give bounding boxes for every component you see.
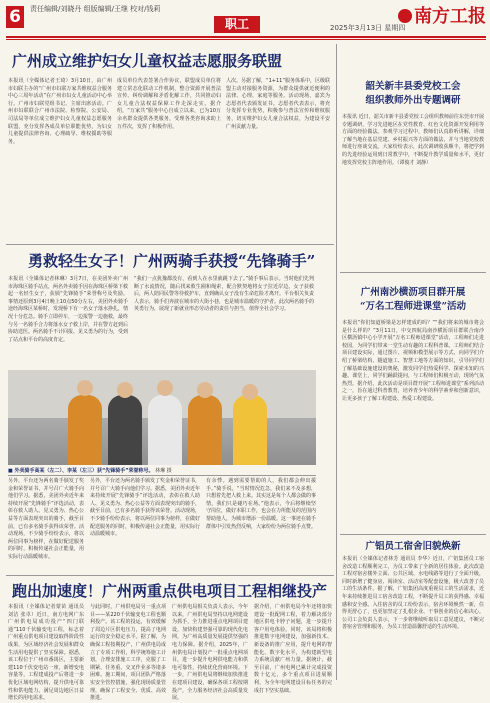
article1-col1: 本报讯（全媒体记者王琦）3月10日，由广州市妇联主办的“广州市妇联万家共维权益合服务中心三周年活动”在广州市妇女儿童活动中心举行。广州市妇联党组书记、主席出席活动。广州市妇联联合广州市法院、检察院、公安局、司法局等单位成立维护妇女儿童权益志愿服务联盟，充分发挥各成员单位职能优势，为妇女儿童提供法律咨询、心理疏导、维权援助等服务。 <box>8 78 112 145</box>
page-number: 6 <box>6 6 24 28</box>
article3-col1: 本报讯（全媒体记者蒙苗 通讯员 刘洁 张卓）近日，南方电网广东广州供电局成功投产“四门联通”110千伏输变电工程，标志着广州重点供电项目建设取得阶段性成果，为区域经济社会发展和群众生活用电提供了坚实保障。据悉，该工程位于广州市番禺区，主要新建110千伏变电站一座，新增变电容量等，工程建成投产后将进一步优化区域电网结构，提升供电可靠性和供电能力，满足周边地区日益增长的用电需求。 <box>8 604 84 702</box>
article1-title: 广州成立维护妇女儿童权益志愿服务联盟 <box>12 52 283 70</box>
header-rule-thin <box>6 39 486 40</box>
article3-title: 跑出加速度！广州两重点供电项目工程相继投产 <box>12 582 328 600</box>
page-header <box>0 0 490 38</box>
article3-col4: 据介绍，广州供电局今年还将加快建设一批配网工程，着力解决部分地区供电卡脖子问题，进一步提升客户用电体验。同时，该局将积极推进数字电网建设，加强新技术、新设备的推广应用，提升电网的智能化、数字化水平，为构建新型电力系统贡献广州力量。据统计，截至目前，广州电网已累计完成投资数十亿元，多个重点项目进展顺利，为全年电网建设目标任务的完成打下坚实基础。 <box>254 604 332 694</box>
photo-caption-text: ■ 外卖骑手高某（左二）、李某（左三）获“先锋骑手”荣誉称号。 <box>8 468 154 474</box>
sidebar-divider-2 <box>340 534 486 535</box>
article2-col2: “我们一点犹豫都没有，看到人在水里就跳下去了。”骑手事后表示。当时他们先判断了水流情况，随后找来救生圈和绳索，配合默契地将女子拉近岸边。女子获救后，两人陪同民警等待救护车，直到确认女子没有生命危险才离开。平台相关负责人表示，骑手们奔波在城市的大街小巷，也是城市温暖的守护者。此次两名骑手的英勇行为，展现了新就业形态劳动者的责任与担当，值得全社会学习。 <box>134 276 315 313</box>
riders-award-photo <box>8 370 316 465</box>
article3-col3: 广州供电局相关负责人表示，今年以来，广州供电局坚持以电网建设为抓手，全力推进重点电网项目建设，加快构建坚强可靠的现代化电网，为广州高质量发展提供坚强的电力保障。据介绍，2025年，广州供电局计划投产一批重点电网项目，进一步提升电网供电能力和供电可靠性，持续优化营商环境。下一步，广州供电局将继续加快推进在建项目建设，确保各项工程按期投产，全力服务经济社会高质量发展。 <box>172 604 248 702</box>
caption-rule <box>8 475 316 476</box>
article2-col3: 另外，平台还为两名骑手颁发了奖金和荣誉证书，并号召广大骑手向他们学习。据悉，美团外卖近年来持续开展“先锋骑手”评选活动，表彰在救人助人、见义勇为、热心公益等方面表现突出的骑手，截至目前，已有多名骑手获得该荣誉。活动现场，不少骑手纷纷表示，将以两位同事为榜样，在做好配送服务的同时，积极传递社会正能量，用实际行动温暖城市。 <box>8 478 84 560</box>
header-rule <box>6 36 486 38</box>
editor-info: 责任编辑/刘晓丹 组版编辑/王继 校对/钱莉 <box>30 5 161 13</box>
article1-col3: 人次。另据了解，“1+11”服务体系中，区级联盟主动对接服务资源，为群众提供就近便利的法律、心理、家庭等服务。活动现场，嘉宾为志愿者代表颁发证书。志愿者代表表示，将充分发挥专业优势，积极参与普法宣传和维权服务，切实维护妇女儿童合法权益，为建设平安广州贡献力量。 <box>226 78 330 130</box>
sidebar2-title-line2: “万名工程师进课堂”活动 <box>360 301 466 312</box>
sidebar2-body: 本报讯“你们知道桥梁是怎样建成的吗？”“我们将来的城市将会是什么样的？”3月11日，中交四航局南沙横沥项目群联合南沙区横沥镇中心小学开展“万名工程师进课堂”活动，工程师们走进校园，为同学们带来一堂生动有趣的工程科普课。工程师们结合项目建设实际，通过图片、视频和模型展示等方式，向同学们介绍了桥梁结构、隧道施工、智慧工地等方面的知识，引导同学们了解基础设施建设的奥秘，激发同学们热爱科学、探索未知的兴趣。课堂上，同学们踊跃提问，与工程师们积极互动，现场气氛热烈。据介绍，此次活动是项目群开展“工程师进课堂”系列活动之一，旨在通过科普教育，培养青少年的科学素养和创新意识，让更多孩子了解工程建设、热爱工程建设。 <box>342 320 484 402</box>
newspaper-brand <box>398 2 486 28</box>
article1-col2: 成员单位代表签署合作协议，联盟成员单位将建立常态化联动工作机制，整合资源开展普法宣传、纠纷调解和矛盾化解工作，共同推动妇女儿童合法权益保障工作走深走实。据介绍，“万家共”服务中心自成立以来，已为10万余名群众提供各类服务，受理各类咨询求助上万件次，发挥了积极作用。 <box>117 78 221 130</box>
article2-col4-a: 另外，平台还为两名骑手颁发了奖金和荣誉证书，并号召广大骑手向他们学习。据悉，美团外卖近年来持续开展“先锋骑手”评选活动，表彰在救人助人、见义勇为、热心公益等方面表现突出的骑手，截至目前，已有多名骑手获得该荣誉。活动现场，不少骑手纷纷表示，将以两位同事为榜样，在做好配送服务的同时，积极传递社会正能量，用实际行动温暖城市。 <box>90 478 201 538</box>
article3-col2: 与此同时，广州供电局另一重点项目——某220千伏输变电工程也顺利投产。该工程的投运，有效缓解了周边片区供电压力，提高了电网运行的安全稳定水平。据了解，为确保工程按期投产，广州供电局成立了专项工作组，科学统筹施工计划，合理安排施工工序，克服了工期紧、任务重、交叉作业多等诸多困难。施工期间，项目团队严格落实安全管控措施，强化现场质量管理，确保了工程安全、优质、高效推进。 <box>90 604 166 702</box>
brand-name: 南方工报 <box>414 6 486 27</box>
article2-title: 勇救轻生女子！广州两骑手获授“先锋骑手” <box>28 252 316 270</box>
sidebar3-body: 本报讯（全媒体记者林芳 通讯员 李华）近日，广铝集团员工宿舍改造工程顺利完工，为员工带来了全新的居住体验。此次改造工程对宿舍楼外立面、公共区域、水电线路等进行了全面升级，同时新增了健身房、阅读室、活动室等配套设施，极大改善了员工的生活条件。据了解，广铝集团高度重视员工的生活需求，近年来持续推进员工宿舍改造工程，不断提升员工的获得感、幸福感和安全感。入住宿舍的员工纷纷表示，宿舍环境焕然一新，住得更舒心了，也更加坚定了扎根企业、干事创业的信心和决心。公司工会负责人表示，下一步将继续听取员工意见建议，不断完善宿舍管理和服务，为员工营造温馨舒适的生活环境。 <box>342 556 484 631</box>
article2-col4: 有余悸。遇到需要帮助的人，我们都会伸出援手。”骑手说，“当时情况危急，我们来不及多想，只想着先把人救上来。其实这是每个人都会做的事情，我们只是碰巧在场。”他表示，今后将继续坚守岗位，做好本职工作，也会在力所能及的范围内帮助他人，为城市增添一份温暖。这一事迹在骑手群体中引发热烈反响，大家纷纷为两位骑手点赞。 <box>206 478 317 530</box>
sidebar1-title-line2: 组织教师外出专题调研 <box>365 95 461 106</box>
section-divider-2 <box>6 575 334 576</box>
photo-credit: 林琳 摄 <box>155 468 172 474</box>
column-divider <box>336 44 337 680</box>
section-label: 职工 <box>214 16 260 33</box>
sidebar-divider-1 <box>340 272 486 273</box>
sidebar1-body: 本报讯 近日，韶关市新丰县委党校工会组织教师前往东莞市开展专题调研，学习先进地区在党性教育、红色文化资源开发利用等方面的经验做法。参观学习过程中，教师们认真聆听讲解，详细了解当地在基层党建、乡村振兴等方面的做法，并与当地党校教师进行座谈交流。大家纷纷表示，此次调研收获颇丰，将把学到的先进经验运用到日常教学中，不断提升教学质量和水平，更好地发挥党校主阵地作用。（谭俊才 刘静） <box>342 114 484 166</box>
sidebar1-title-line1: 韶关新丰县委党校工会 <box>365 81 461 92</box>
photo-caption <box>8 467 172 474</box>
brand-logo-icon <box>398 9 412 23</box>
article2-col1: 本报讯（全媒体记者林琳）3月7日，在美团外卖广州市海珠区骑手站点，两名外卖骑手因在海珠区桥梁下救起一名轻生女子，获颁“先锋骑手”荣誉称号及奖励。事情还原到3月4日晚上10点50分左右，美团外卖骑手途经海珠区某桥时，发现桥下有一名女子落水挣扎，情况十分危急。骑手立即停车，一边报警一边施救，最终与另一名骑手合力将落水女子救上岸，并在警方赶到后协助送医。两名骑手不计回报、见义勇为的行为，受到了站点和平台的高度肯定。 <box>8 276 129 343</box>
issue-date: 2025年3月13日 星期四 <box>330 24 406 32</box>
sidebar3-title: 广铝员工宿舍旧貌焕新 <box>365 541 461 552</box>
sidebar2-title-line1: 广州南沙横沥项目群开展 <box>360 287 466 298</box>
section-divider <box>6 244 334 245</box>
